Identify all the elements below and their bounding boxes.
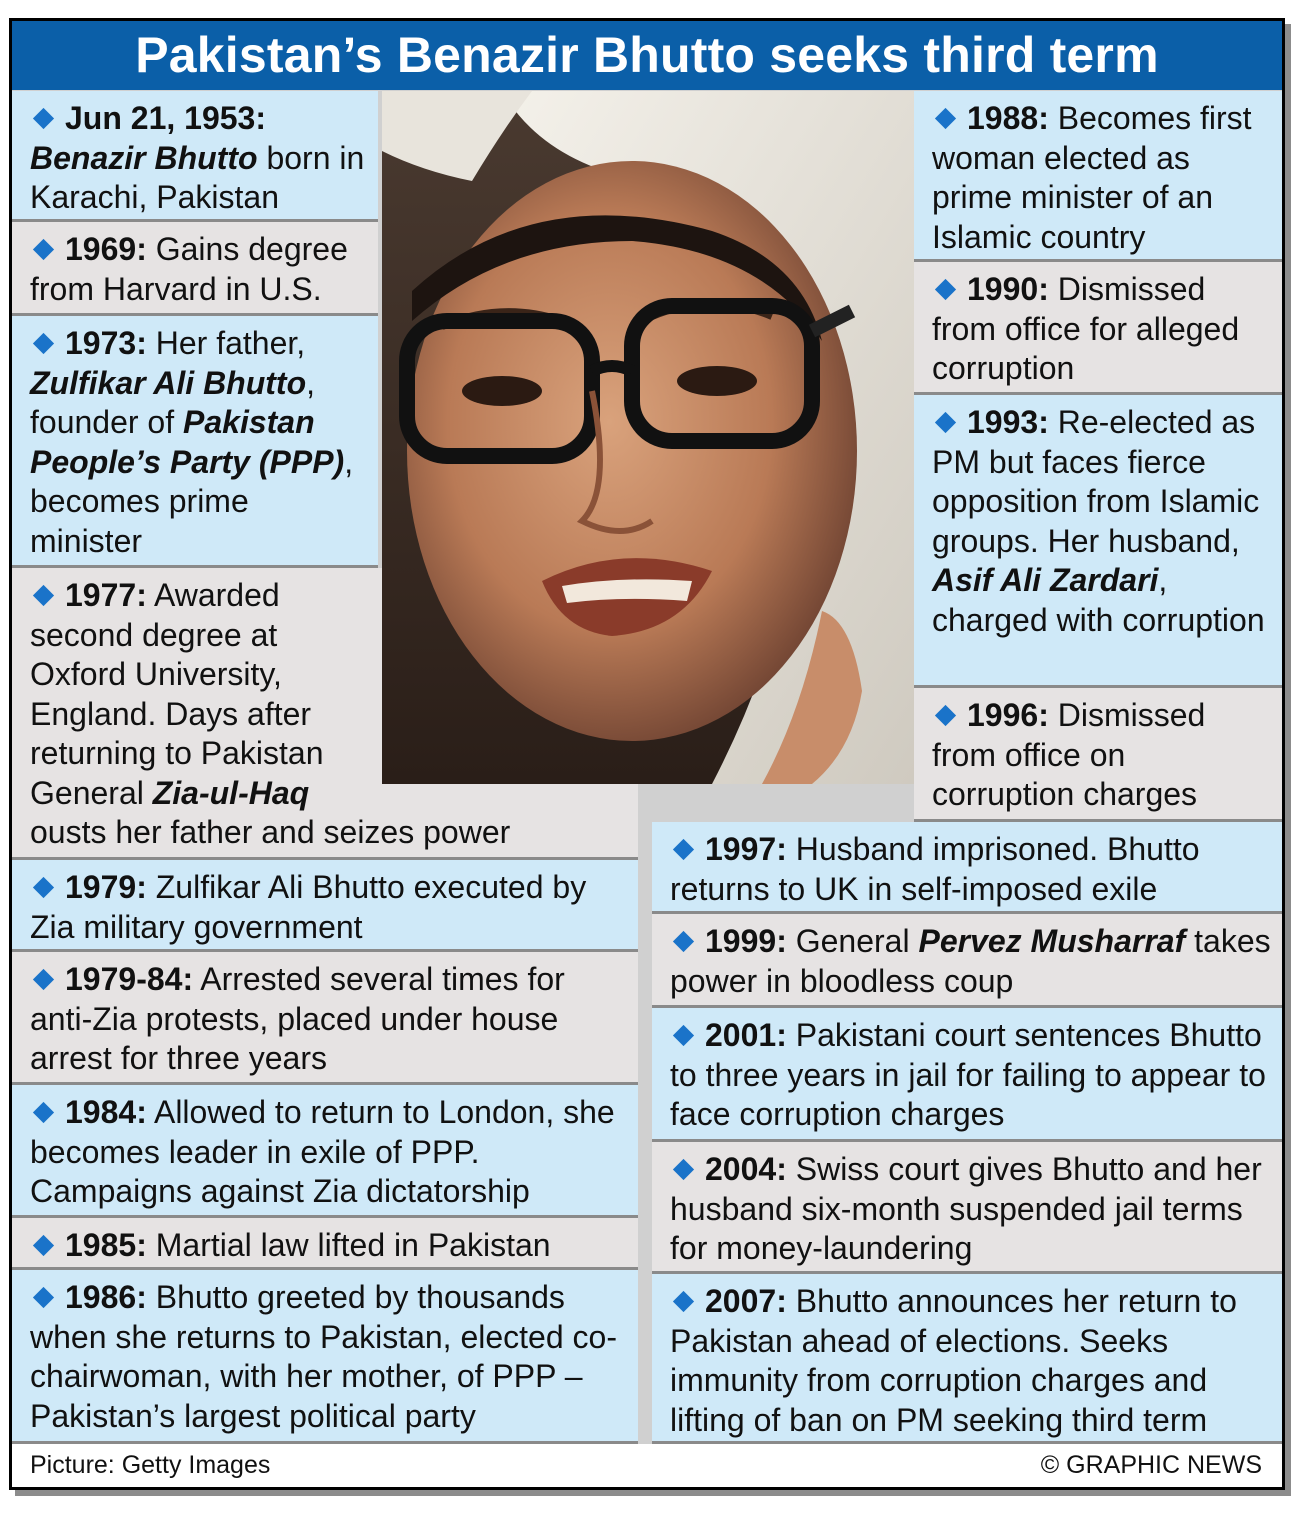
diamond-bullet-icon [935,108,956,129]
entry-year: 1985: [65,1227,147,1263]
entry-year: 1997: [705,831,787,867]
entry-year: 1979: [65,869,147,905]
copyright-notice: © GRAPHIC NEWS [1040,1451,1262,1479]
entry-text: Re-elected as PM but faces fierce opposition from Islamic groups. Her husband, Asif Ali Zardari, charged with corruption [932,404,1265,638]
entry-year: 2004: [705,1151,787,1187]
diamond-bullet-icon [673,1291,694,1312]
timeline-entry-left-6 [12,952,638,1085]
entry-upper-wrap [30,576,370,813]
entry-year: 1996: [967,697,1049,733]
diamond-bullet-icon [33,333,54,354]
timeline-entry-left-5 [12,860,638,952]
timeline-entry-left-7 [12,1085,638,1218]
entry-text: Her father, Zulfikar Ali Bhutto, founder of Pakistan People’s Party (PPP), becomes prime minister [30,325,354,559]
entry-year: 1979-84: [65,961,194,997]
entry-text: Husband imprisoned. Bhutto returns to UK in self-imposed exile [670,831,1200,907]
timeline-entry-right-9 [652,1274,1282,1444]
entry-text: Gains degree from Harvard in U.S. [30,231,348,307]
entry-year: Jun 21, 1953: [65,100,266,136]
entry-text: Awarded second degree at Oxford University, England. Days after returning to Pakistan General Zia-ul-Haq [30,577,324,811]
footer [12,1444,1282,1487]
entry-year: 2007: [705,1283,787,1319]
timeline-entry-right-8 [652,1142,1282,1274]
diamond-bullet-icon [33,1235,54,1256]
timeline-entry-left-3 [12,316,378,568]
entry-year: 1990: [967,271,1049,307]
entry-text: General Pervez Musharraf takes power in bloodless coup [670,923,1271,999]
diamond-bullet-icon [673,1025,694,1046]
diamond-bullet-icon [673,1159,694,1180]
diamond-bullet-icon [935,412,956,433]
timeline-entry-left-8 [12,1218,638,1270]
entry-text: Arrested several times for anti-Zia protests, placed under house arrest for three years [30,961,565,1076]
timeline-entry-left-2 [12,222,378,316]
timeline-entry-left-9 [12,1270,638,1444]
entry-year: 1973: [65,325,147,361]
entry-year: 1999: [705,923,787,959]
entry-text: Zulfikar Ali Bhutto executed by Zia military government [30,869,587,945]
entry-year: 2001: [705,1017,787,1053]
photo-credit: Picture: Getty Images [30,1451,271,1479]
diamond-bullet-icon [33,585,54,606]
entry-year: 1969: [65,231,147,267]
timeline-entry-right-5 [652,822,1282,914]
timeline-entry-right-7 [652,1008,1282,1142]
entry-text: Bhutto greeted by thousands when she returns to Pakistan, elected co-chairwoman, with her mother, of PPP – Pakistan’s largest political party [30,1279,617,1434]
entry-text: Swiss court gives Bhutto and her husband six-month suspended jail terms for money-laundering [670,1151,1262,1266]
diamond-bullet-icon [935,279,956,300]
entry-text: Martial law lifted in Pakistan [155,1227,551,1263]
entry-text: Allowed to return to London, she becomes leader in exile of PPP. Campaigns against Zia dictatorship [30,1094,615,1209]
diamond-bullet-icon [33,239,54,260]
diamond-bullet-icon [673,931,694,952]
timeline-entry-right-4 [914,688,1282,822]
timeline-entry-right-6 [652,914,1282,1008]
diamond-bullet-icon [33,877,54,898]
portrait-illustration [382,91,914,784]
diamond-bullet-icon [33,1287,54,1308]
entry-year: 1988: [967,100,1049,136]
timeline-entry-right-3 [914,395,1282,688]
entry-text: Becomes first woman elected as prime minister of an Islamic country [932,100,1252,255]
diamond-bullet-icon [33,1102,54,1123]
page-title: Pakistan’s Benazir Bhutto seeks third term [12,21,1282,90]
entry-year: 1993: [967,404,1049,440]
entry-text: Bhutto announces her return to Pakistan ahead of elections. Seeks immunity from corruption charges and lifting of ban on PM seeking third term [670,1283,1237,1438]
timeline-entry-right-1 [914,91,1282,262]
diamond-bullet-icon [33,969,54,990]
entry-text: Benazir Bhutto born in Karachi, Pakistan [30,139,365,215]
diamond-bullet-icon [935,705,956,726]
entry-text: Pakistani court sentences Bhutto to three years in jail for failing to appear to face corruption charges [670,1017,1266,1132]
diamond-bullet-icon [673,839,694,860]
entry-year: 1986: [65,1279,147,1315]
timeline-entry-right-2 [914,262,1282,395]
timeline-entry-left-1 [12,91,378,222]
entry-year: 1984: [65,1094,147,1130]
entry-text: Dismissed from office on corruption charges [932,697,1206,812]
diamond-bullet-icon [33,108,54,129]
entry-text: Dismissed from office for alleged corruption [932,271,1240,386]
portrait-photo [382,91,914,784]
entry-text-continued: ousts her father and seizes power [30,814,511,850]
entry-year: 1977: [65,577,147,613]
